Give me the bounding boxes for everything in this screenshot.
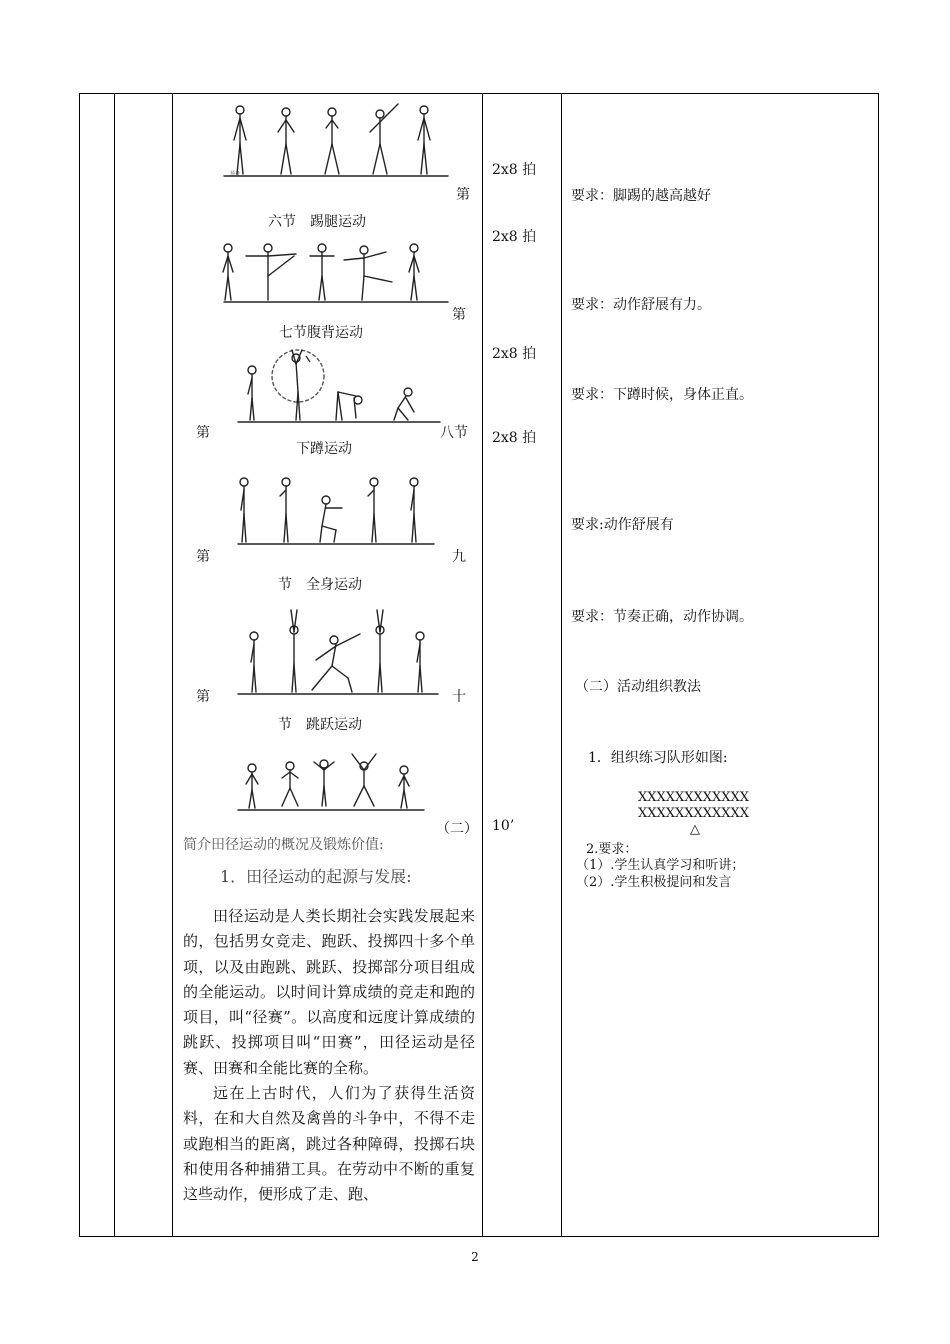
requirement-text: 要求:动作舒展有 (571, 517, 674, 533)
section-prefix: 第 (456, 187, 470, 203)
formation-row: XXXXXXXXXXXX (638, 790, 750, 805)
requirement-item: （2）.学生积极提问和发言 (576, 875, 732, 890)
organization-step: 1．组织练习队形如图: (588, 750, 728, 766)
requirements-heading: 2.要求： (586, 842, 638, 857)
section-prefix: 第 (196, 549, 210, 565)
page-number: 2 (471, 1250, 479, 1264)
time-value: 2x8 拍 (492, 430, 537, 446)
time-value: 2x8 拍 (492, 162, 537, 178)
exercise-figure-row-4 (236, 470, 436, 548)
formation-row: XXXXXXXXXXXX (638, 806, 750, 821)
time-value: 2x8 拍 (492, 229, 537, 245)
teacher-position-triangle: △ (690, 822, 700, 837)
body-paragraphs (183, 904, 475, 1208)
section-prefix: 第 (452, 307, 466, 323)
column-divider (172, 94, 173, 1236)
section-7-title: 七节腹背运动 (279, 325, 363, 341)
organization-title: （二）活动组织教法 (575, 679, 701, 695)
section-heading: 1．田径运动的起源与发展: (220, 867, 412, 886)
section-prefix: 第 (196, 425, 210, 441)
exercise-figure-row-2 (222, 240, 450, 306)
column-divider (482, 94, 483, 1236)
figure-label-ready: 预备 (230, 171, 241, 177)
requirement-item: （1）.学生认真学习和听讲； (576, 858, 745, 873)
section-9-number: 九 (452, 549, 466, 565)
section-6-title: 六节 踢腿运动 (268, 214, 366, 230)
exercise-figure-row-5 (236, 606, 440, 698)
exercise-figure-row-3 (236, 348, 442, 426)
paragraph-1: 田径运动是人类长期社会实践发展起来的，包括男女竞走、跑跃、投掷四十多个单项，以及由跑跳、跳跃、投掷部分项目组成的全能运动。以时间计算成绩的竞走和跑的项目，叫“径赛”。以高度和远度计算成绩的跳跃、投掷项目叫“田赛”，田径运动是径赛、田赛和全能比赛的全称。 (183, 907, 475, 1077)
requirement-text: 要求：下蹲时候，身体正直。 (571, 387, 753, 403)
section-8-title: 下蹲运动 (296, 441, 352, 457)
time-value: 10’ (492, 818, 515, 834)
section-10-number: 十 (452, 689, 466, 705)
time-value: 2x8 拍 (492, 346, 537, 362)
column-divider (114, 94, 115, 1236)
subsection-marker: （二） (436, 821, 478, 837)
requirement-text: 要求：动作舒展有力。 (571, 297, 711, 313)
requirement-text: 要求：脚踢的越高越好 (571, 188, 711, 204)
section-9-title: 节 全身运动 (278, 577, 362, 593)
exercise-figure-row-6 (236, 750, 426, 814)
requirement-text: 要求：节奏正确，动作协调。 (571, 609, 753, 625)
section-prefix: 第 (196, 689, 210, 705)
column-divider (561, 94, 562, 1236)
exercise-figure-row-1 (222, 102, 450, 180)
intro-text: 简介田径运动的概况及锻炼价值: (183, 837, 384, 853)
section-8-number: 八节 (440, 425, 468, 441)
section-10-title: 节 跳跃运动 (278, 717, 362, 733)
paragraph-2: 远在上古时代，人们为了获得生活资料，在和大自然及禽兽的斗争中，不得不走或跑相当的距离，跳过各种障碍，投掷石块和使用各种捕猎工具。在劳动中不断的重复这些动作，便形成了走、跑、 (183, 1084, 475, 1204)
